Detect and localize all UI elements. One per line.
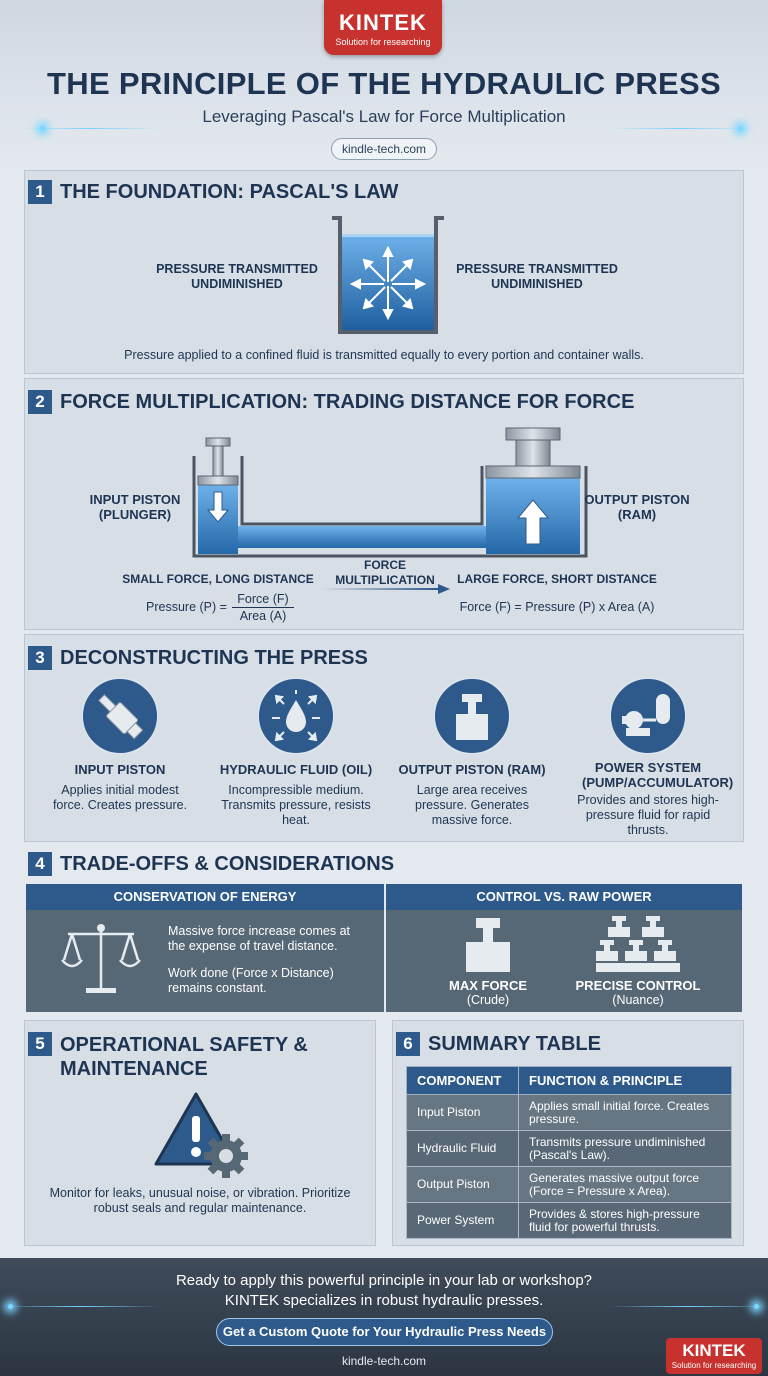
section-number: 4 xyxy=(28,852,52,876)
balance-scale-icon xyxy=(60,918,142,998)
precise-control-icon xyxy=(596,914,680,974)
section-title: SUMMARY TABLE xyxy=(428,1033,601,1055)
input-piston-label: INPUT PISTON (PLUNGER) xyxy=(89,492,181,522)
logo-name: KINTEK xyxy=(339,10,427,35)
logo-tagline: Solution for researching xyxy=(335,37,431,47)
table-cell-function: Generates massive output force (Force = Pressure x Area). xyxy=(519,1167,732,1203)
section-number: 5 xyxy=(28,1032,52,1056)
table-cell-component: Output Piston xyxy=(407,1167,519,1203)
component-title: OUTPUT PISTON (RAM) xyxy=(398,762,546,777)
logo-name: KINTEK xyxy=(682,1341,746,1360)
pressure-label-right: PRESSURE TRANSMITTED UNDIMINISHED xyxy=(456,262,618,291)
component-description: Provides and stores high-pressure fluid for rapid thrusts. xyxy=(577,793,719,837)
max-force-sublabel: (Crude) xyxy=(466,993,510,1007)
table-row xyxy=(407,1203,732,1239)
table-cell-function: Applies small initial force. Creates pressure. xyxy=(519,1095,732,1131)
right-arrow-icon xyxy=(322,582,450,596)
pump-icon xyxy=(608,676,688,756)
footer-line-2: KINTEK specializes in robust hydraulic presses. xyxy=(224,1292,544,1309)
column-header: FUNCTION & PRINCIPLE xyxy=(519,1067,732,1095)
component-title: HYDRAULIC FLUID (OIL) xyxy=(219,762,373,777)
table-header-row xyxy=(407,1067,732,1095)
footer-site-link[interactable]: kindle-tech.com xyxy=(341,1354,427,1368)
component-title: INPUT PISTON xyxy=(74,762,166,777)
component-description: Applies initial modest force. Creates pressure. xyxy=(52,783,188,812)
logo-tagline: Solution for researching xyxy=(671,1361,757,1370)
force-multiplication-caption: FORCE MULTIPLICATION xyxy=(335,558,435,587)
fraction-bar xyxy=(232,607,294,608)
component-title: POWER SYSTEM (PUMP/ACCUMULATOR) xyxy=(582,760,734,790)
pascal-caption: Pressure applied to a confined fluid is transmitted equally to every portion and container walls. xyxy=(124,348,644,362)
section-number: 1 xyxy=(28,180,52,204)
max-force-press-icon xyxy=(462,914,514,974)
summary-table xyxy=(406,1066,732,1239)
conservation-header: CONSERVATION OF ENERGY xyxy=(26,884,384,910)
table-cell-component: Power System xyxy=(407,1203,519,1239)
section-title xyxy=(60,1033,308,1081)
table-cell-component: Input Piston xyxy=(407,1095,519,1131)
column-header: COMPONENT xyxy=(407,1067,519,1095)
page-subtitle: Leveraging Pascal's Law for Force Multiplication xyxy=(202,107,566,126)
warning-gear-icon xyxy=(152,1090,252,1178)
page-title: THE PRINCIPLE OF THE HYDRAULIC PRESS xyxy=(47,66,721,101)
formula-lhs: Pressure (P) = xyxy=(146,600,227,614)
piston-icon xyxy=(80,676,160,756)
section-title: DECONSTRUCTING THE PRESS xyxy=(60,647,368,669)
fluid-drop-icon xyxy=(256,676,336,756)
formula-denominator: Area (A) xyxy=(239,609,287,623)
section-title-line: OPERATIONAL SAFETY & xyxy=(60,1034,308,1056)
small-force-caption: SMALL FORCE, LONG DISTANCE xyxy=(122,572,314,586)
footer-line-1: Ready to apply this powerful principle in your lab or workshop? xyxy=(175,1272,593,1289)
precise-control-label: PRECISE CONTROL xyxy=(575,978,701,993)
kintek-footer-logo[interactable] xyxy=(666,1338,762,1374)
table-cell-function: Transmits pressure undiminished (Pascal's Law). xyxy=(519,1131,732,1167)
section-number: 2 xyxy=(28,390,52,414)
table-row xyxy=(407,1095,732,1131)
table-cell-component: Hydraulic Fluid xyxy=(407,1131,519,1167)
confined-fluid-container-icon xyxy=(330,212,446,338)
table-row xyxy=(407,1131,732,1167)
section-title-line: MAINTENANCE xyxy=(60,1058,208,1080)
section-title: FORCE MULTIPLICATION: TRADING DISTANCE FOR FORCE xyxy=(60,391,635,413)
kintek-logo[interactable] xyxy=(324,0,442,55)
get-quote-button[interactable]: Get a Custom Quote for Your Hydraulic Press Needs xyxy=(216,1318,553,1346)
output-piston-label: OUTPUT PISTON (RAM) xyxy=(584,492,690,522)
force-formula: Force (F) = Pressure (P) x Area (A) xyxy=(459,600,655,614)
safety-text: Monitor for leaks, unusual noise, or vibration. Prioritize robust seals and regular maintenance. xyxy=(49,1186,351,1215)
component-description: Large area receives pressure. Generates massive force. xyxy=(415,783,529,827)
pressure-formula xyxy=(146,592,306,624)
large-force-caption: LARGE FORCE, SHORT DISTANCE xyxy=(457,572,657,586)
table-row xyxy=(407,1167,732,1203)
control-header: CONTROL VS. RAW POWER xyxy=(386,884,742,910)
site-link[interactable]: kindle-tech.com xyxy=(331,138,437,160)
conservation-text-2: Work done (Force x Distance) remains constant. xyxy=(168,966,334,995)
section-number: 6 xyxy=(396,1032,420,1056)
max-force-label: MAX FORCE xyxy=(449,978,527,993)
formula-numerator: Force (F) xyxy=(237,592,289,606)
hydraulic-press-diagram-icon xyxy=(190,426,590,558)
section-number: 3 xyxy=(28,646,52,670)
pressure-label-left: PRESSURE TRANSMITTED UNDIMINISHED xyxy=(156,262,318,291)
decorative-glow-line xyxy=(610,128,750,129)
component-description: Incompressible medium. Transmits pressure, resists heat. xyxy=(221,783,371,827)
ram-icon xyxy=(432,676,512,756)
conservation-text-1: Massive force increase comes at the expense of travel distance. xyxy=(168,924,351,953)
section-title: TRADE-OFFS & CONSIDERATIONS xyxy=(60,853,395,875)
table-cell-function: Provides & stores high-pressure fluid for powerful thrusts. xyxy=(519,1203,732,1239)
section-title: THE FOUNDATION: PASCAL'S LAW xyxy=(60,181,399,203)
precise-control-sublabel: (Nuance) xyxy=(612,993,664,1007)
